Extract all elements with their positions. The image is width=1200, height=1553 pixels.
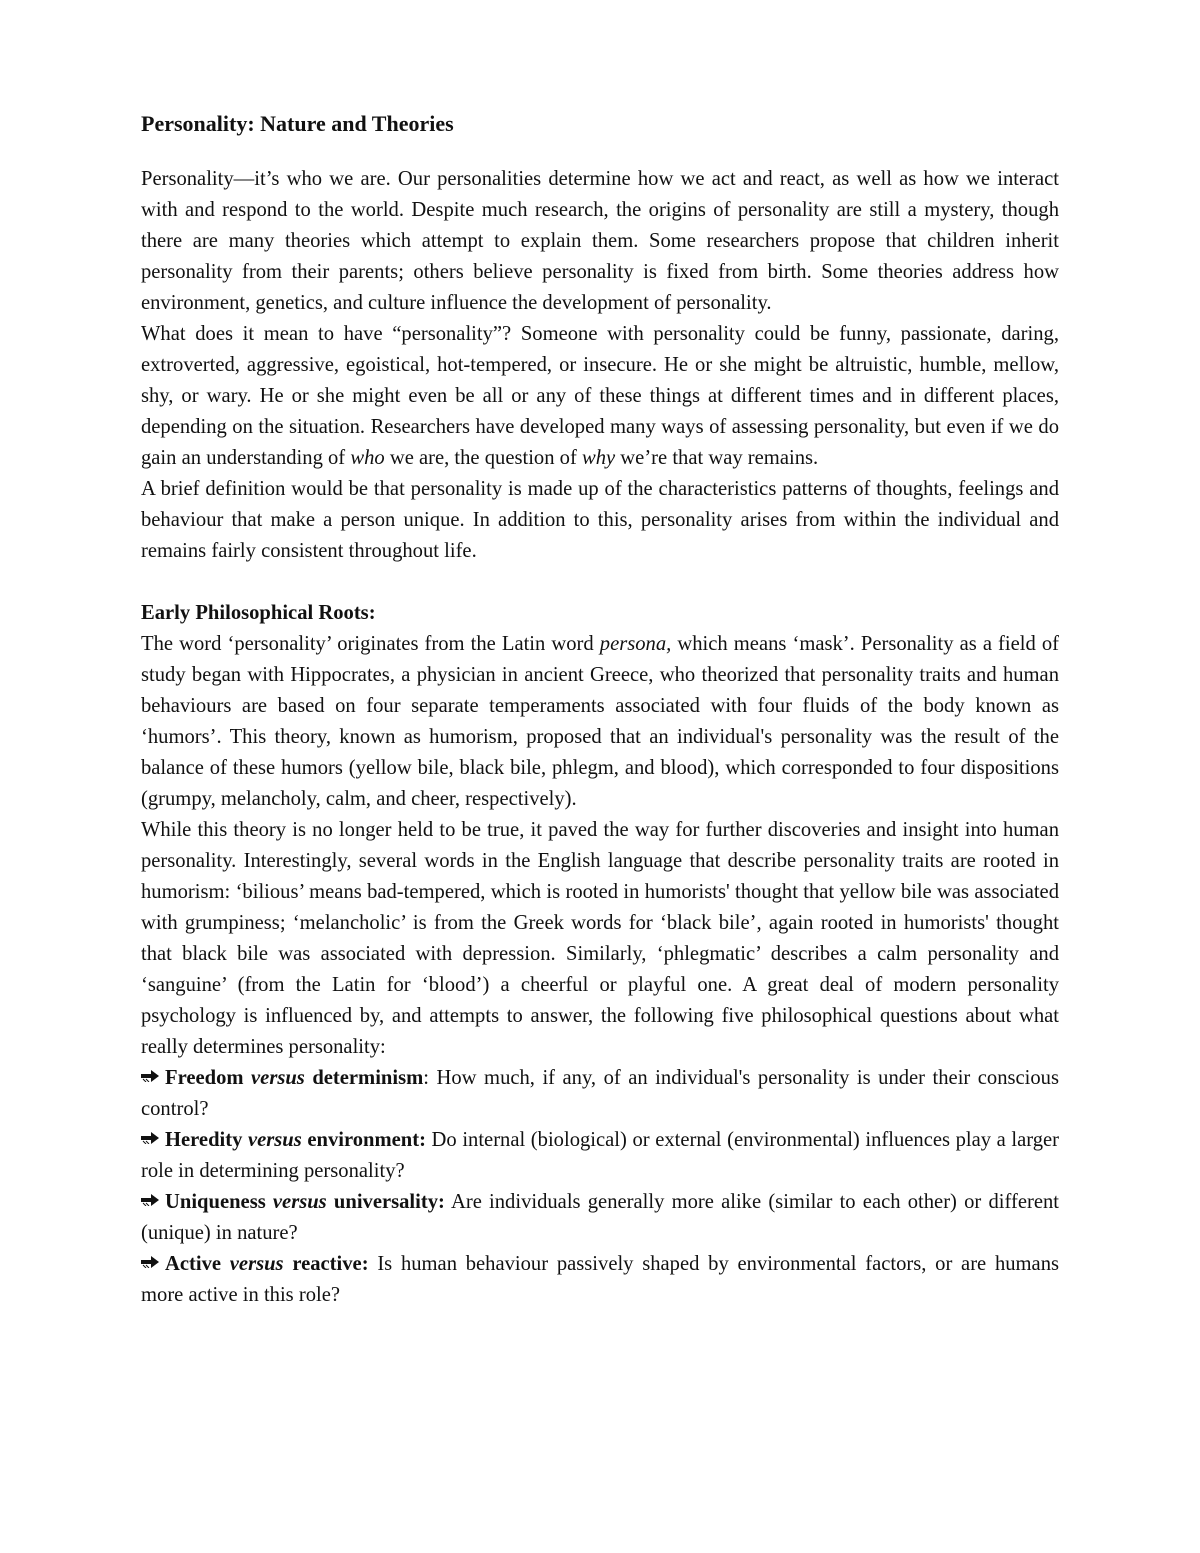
intro-paragraph-2-text-c: we’re that way remains. [615, 447, 819, 469]
roots-paragraph-2: While this theory is no longer held to be true, it paved the way for further discoveries and insight into human personality. Interestingly, several words in the English language that describe personality traits are rooted in humorism: ‘bilious’ means bad-tempered, which is rooted in humorists' thought that yellow bile was associated with grumpiness; ‘melancholic’ is from the Greek words for ‘black bile’, again rooted in humorists' thought that black bile was associated with depression. Similarly, ‘phlegmatic’ describes a calm personality and ‘sanguine’ (from the Latin for ‘blood’) a cheerful or playful one. A great deal of modern personality psychology is influenced by, and attempts to answer, the following five philosophical questions about what really determines personality: [141, 819, 1059, 1058]
roots-paragraph-1-text-b: which means ‘mask’. Personality as a field of study began with Hippocrates, a physician in ancient Greece, who theorized that personality traits and human behaviours are based on four separate temperaments associated with four fluids of the body known as ‘humors’. This theory, known as humorism, proposed that an individual's personality was the result of the balance of these humors (yellow bile, black bile, phlegm, and blood), which corresponded to four dispositions (grumpy, melancholy, calm, and cheer, respectively). [141, 633, 1060, 810]
intro-paragraph-1: Personality—it’s who we are. Our personalities determine how we act and react, as well as how we interact with and respond to the world. Despite much research, the origins of personality are still a mystery, though there are many theories which attempt to explain them. Some researchers propose that children inherit personality from their parents; others believe personality is fixed from birth. Some theories address how environment, genetics, and culture influence the development of personality. [141, 168, 1059, 314]
intro-paragraph-2-why: why [581, 447, 616, 469]
bullet-item-active: Active versus reactive: Is human behaviour passively shaped by environmental factors, or are humans more active in this role? [141, 1253, 1060, 1306]
section-heading-roots: Early Philosophical Roots: [141, 602, 376, 624]
arrow-bullet-icon [141, 1194, 159, 1206]
section-spacer [141, 567, 1059, 598]
intro-paragraph-2-text-a: What does it mean to have “personality”? Someone with personality could be funny, passionate, daring, extroverted, aggressive, egoistical, hot-tempered, or insecure. He or she might be altruistic, humble, mellow, shy, or wary. He or she might even be all or any of these things at different times and in different places, depending on the situation. Researchers have developed many ways of assessing personality, but even if we do gain an understanding of [141, 323, 1059, 469]
bullet-item-freedom: Freedom versus determinism: How much, if any, of an individual's personality is under their conscious control? [141, 1067, 1059, 1120]
bullet-item-heredity: Heredity versus environment: Do internal (biological) or external (environmental) influences play a larger role in determining personality? [141, 1129, 1060, 1182]
arrow-bullet-icon [141, 1132, 159, 1144]
intro-paragraph-3: A brief definition would be that personality is made up of the characteristics patterns of thoughts, feelings and behaviour that make a person unique. In addition to this, personality arises from within the individual and remains fairly consistent throughout life. [141, 478, 1059, 562]
intro-paragraph-2-who: who [350, 447, 385, 469]
document-title: Personality: Nature and Theories [141, 111, 454, 136]
arrow-bullet-icon [141, 1256, 159, 1268]
arrow-bullet-icon [141, 1070, 159, 1082]
roots-paragraph-1-persona: persona, [599, 633, 672, 655]
document-page [141, 108, 1059, 1311]
roots-paragraph-1-text-a: The word ‘personality’ originates from the Latin word [141, 633, 600, 655]
roots-paragraph-1 [141, 629, 1059, 815]
intro-paragraph-2-text-b: we are, the question of [384, 447, 582, 469]
intro-paragraph-2 [141, 319, 1059, 474]
bullet-item-uniqueness: Uniqueness versus universality: Are individuals generally more alike (similar to each other) or different (unique) in nature? [141, 1191, 1059, 1244]
